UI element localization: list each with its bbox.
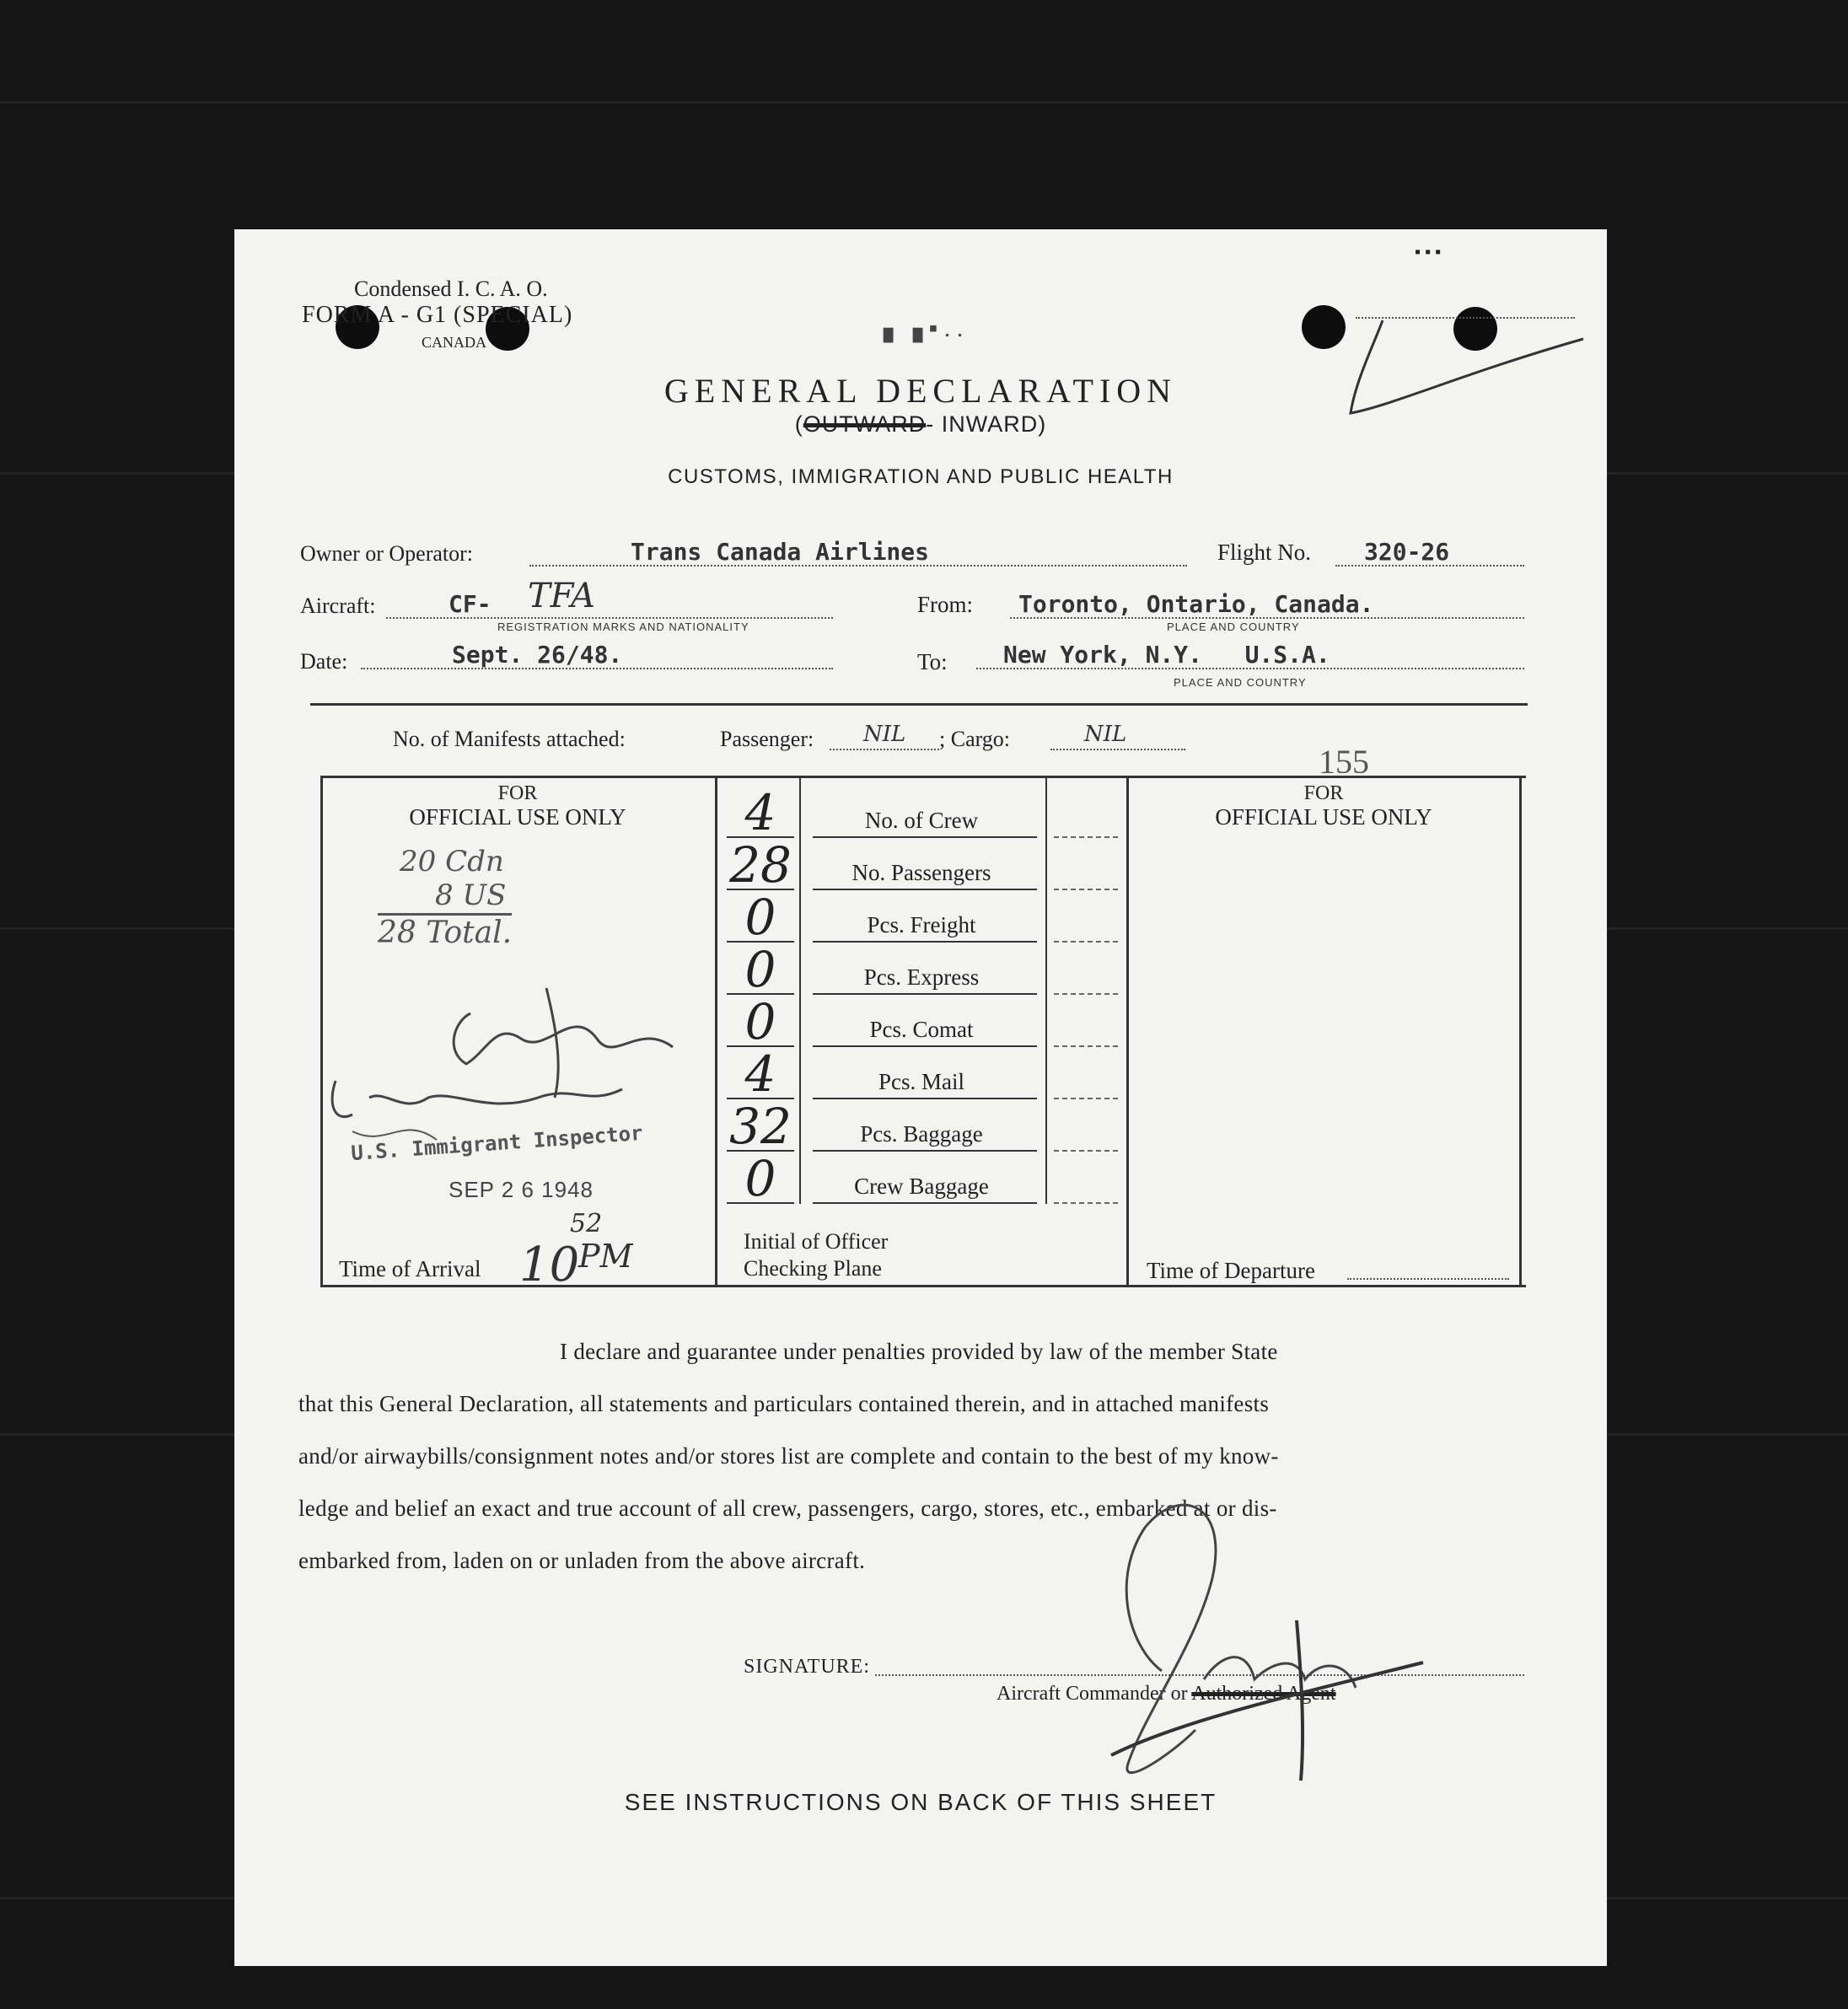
- to-caption: PLACE AND COUNTRY: [1174, 676, 1307, 689]
- arrival-hour: 10: [519, 1238, 580, 1292]
- count-row-line: [813, 941, 1037, 943]
- table-top-border: [320, 776, 1526, 778]
- departure-label: Time of Departure: [1147, 1258, 1315, 1283]
- corner-marks: ▪ ▪ ▪: [1415, 243, 1442, 261]
- count-value: 0: [744, 889, 776, 946]
- direction-inward: - INWARD: [926, 411, 1039, 437]
- departure-dotted-line: [1347, 1278, 1509, 1280]
- manifest-passenger-value: NIL: [863, 722, 906, 747]
- count-label: Crew Baggage: [854, 1174, 989, 1199]
- header-dotted-line: [1356, 317, 1575, 319]
- date-label: Date:: [300, 649, 348, 674]
- right-panel-heading2: OFFICIAL USE ONLY: [1215, 804, 1432, 830]
- page-number: 155: [1319, 743, 1369, 781]
- blank-column-divider: [1045, 776, 1047, 1204]
- count-value: 32: [729, 1098, 792, 1155]
- count-dash: [1054, 941, 1118, 943]
- aircraft-label: Aircraft:: [300, 594, 376, 618]
- cargo-dotted-line: [1050, 749, 1185, 750]
- count-row-line: [813, 889, 1037, 890]
- count-value: 0: [744, 1150, 776, 1207]
- handwritten-note-canadian: 20 Cdn: [400, 845, 504, 878]
- count-dash: [1054, 1150, 1118, 1152]
- count-value: 4: [744, 784, 776, 841]
- table-divider-right: [1126, 776, 1129, 1287]
- arrival-minutes: 52: [570, 1209, 603, 1238]
- stamp-smudge: ▖▗ ▪ . .: [884, 314, 964, 342]
- declaration-line: and/or airwaybills/consignment notes and/or stores list are complete and contain to the best of my know-: [298, 1443, 1279, 1469]
- to-label: To:: [917, 649, 948, 674]
- declaration-sheet: [234, 229, 1607, 1966]
- inspector-signature-icon: [319, 971, 715, 1207]
- flight-number: 320-26: [1364, 538, 1450, 566]
- owner-label: Owner or Operator:: [300, 541, 474, 566]
- form-header-line1: Condensed I. C. A. O.: [354, 277, 548, 301]
- count-label: No. Passengers: [851, 860, 991, 885]
- manifest-cargo-label: ; Cargo:: [939, 727, 1011, 751]
- handwritten-note-total: 28 Total.: [378, 916, 513, 950]
- page-title: GENERAL DECLARATION: [663, 372, 1178, 410]
- right-panel-heading1: FOR: [1303, 782, 1344, 804]
- count-label: Pcs. Comat: [869, 1017, 974, 1042]
- count-row-line: [813, 1098, 1037, 1099]
- manifest-cargo-value: NIL: [1084, 722, 1127, 747]
- count-dash: [1054, 836, 1118, 838]
- form-header-line2: FORM A - G1 (SPECIAL): [302, 302, 573, 328]
- flight-label: Flight No.: [1217, 540, 1312, 565]
- handwritten-note-us: 8 US: [435, 878, 507, 912]
- from-caption: PLACE AND COUNTRY: [1167, 620, 1300, 633]
- count-value: 0: [744, 993, 776, 1050]
- count-label: Pcs. Baggage: [860, 1121, 983, 1147]
- manifests-label: No. of Manifests attached:: [393, 727, 626, 751]
- inspector-stamp-date: SEP 2 6 1948: [449, 1177, 594, 1202]
- officer-label-line1: Initial of Officer: [744, 1229, 889, 1254]
- passenger-dotted-line: [830, 749, 939, 750]
- count-row-line: [813, 1045, 1037, 1047]
- declaration-line: that this General Declaration, all statements and particulars contained therein, and in attached manifests: [298, 1391, 1270, 1416]
- section-divider: [310, 703, 1528, 706]
- commander-signature-icon: [1077, 1477, 1432, 1797]
- count-row-line: [813, 836, 1037, 838]
- signature-role-active: Aircraft Commander or: [997, 1683, 1188, 1705]
- to-value: New York, N.Y. U.S.A.: [1003, 641, 1330, 669]
- count-row-line: [813, 1202, 1037, 1204]
- table-divider-left: [715, 776, 717, 1287]
- left-panel-heading1: FOR: [497, 782, 538, 804]
- count-row-line: [813, 993, 1037, 995]
- page-subtitle: CUSTOMS, IMMIGRATION AND PUBLIC HEALTH: [668, 465, 1174, 488]
- aircraft-caption: REGISTRATION MARKS AND NATIONALITY: [497, 620, 749, 633]
- count-value: 4: [744, 1045, 776, 1103]
- count-label: No. of Crew: [864, 808, 979, 833]
- aircraft-value: CF-: [449, 590, 492, 618]
- arrival-label: Time of Arrival: [339, 1256, 481, 1281]
- officer-label-line2: Checking Plane: [744, 1256, 882, 1281]
- arrival-suffix: PM: [578, 1238, 633, 1275]
- from-value: Toronto, Ontario, Canada.: [1018, 590, 1374, 618]
- direction-line: (OUTWARD- INWARD): [794, 411, 1047, 437]
- declaration-line: embarked from, laden on or unladen from the above aircraft.: [298, 1548, 866, 1573]
- from-label: From:: [917, 592, 974, 617]
- table-right-border: [1519, 776, 1522, 1287]
- aircraft-registration: TFA: [528, 577, 595, 615]
- count-label: Pcs. Freight: [867, 912, 976, 937]
- count-dash: [1054, 1098, 1118, 1099]
- count-label: Pcs. Mail: [878, 1069, 964, 1094]
- count-value: 28: [729, 836, 792, 894]
- signature-role-struck: Authorized Agent: [1191, 1683, 1336, 1705]
- count-label: Pcs. Express: [863, 964, 980, 990]
- date-value: Sept. 26/48.: [452, 641, 623, 669]
- declaration-line: I declare and guarantee under penalties provided by law of the member State: [560, 1339, 1278, 1364]
- direction-outward-struck: OUTWARD: [803, 411, 927, 437]
- count-dash: [1054, 993, 1118, 995]
- inspector-stamp-text: U.S. Immigrant Inspector: [350, 1120, 644, 1166]
- count-value: 0: [744, 941, 776, 998]
- count-dash: [1054, 889, 1118, 890]
- table-bottom-border: [320, 1285, 1526, 1287]
- left-panel-heading2: OFFICIAL USE ONLY: [409, 804, 626, 830]
- count-row-line: [813, 1150, 1037, 1152]
- count-dash: [1054, 1045, 1118, 1047]
- declaration-line: ledge and belief an exact and true account of all crew, passengers, cargo, stores, etc., embarked at or dis-: [298, 1496, 1277, 1521]
- form-header-line3: CANADA: [422, 334, 487, 351]
- manifest-passenger-label: Passenger:: [720, 727, 814, 751]
- signature-label: SIGNATURE:: [744, 1656, 871, 1678]
- scan-band: [0, 101, 1848, 104]
- footer-instructions: SEE INSTRUCTIONS ON BACK OF THIS SHEET: [624, 1789, 1217, 1815]
- count-dash: [1054, 1202, 1118, 1204]
- count-underline: [727, 1202, 794, 1204]
- owner-value: Trans Canada Airlines: [631, 538, 930, 566]
- count-column-divider: [799, 776, 801, 1204]
